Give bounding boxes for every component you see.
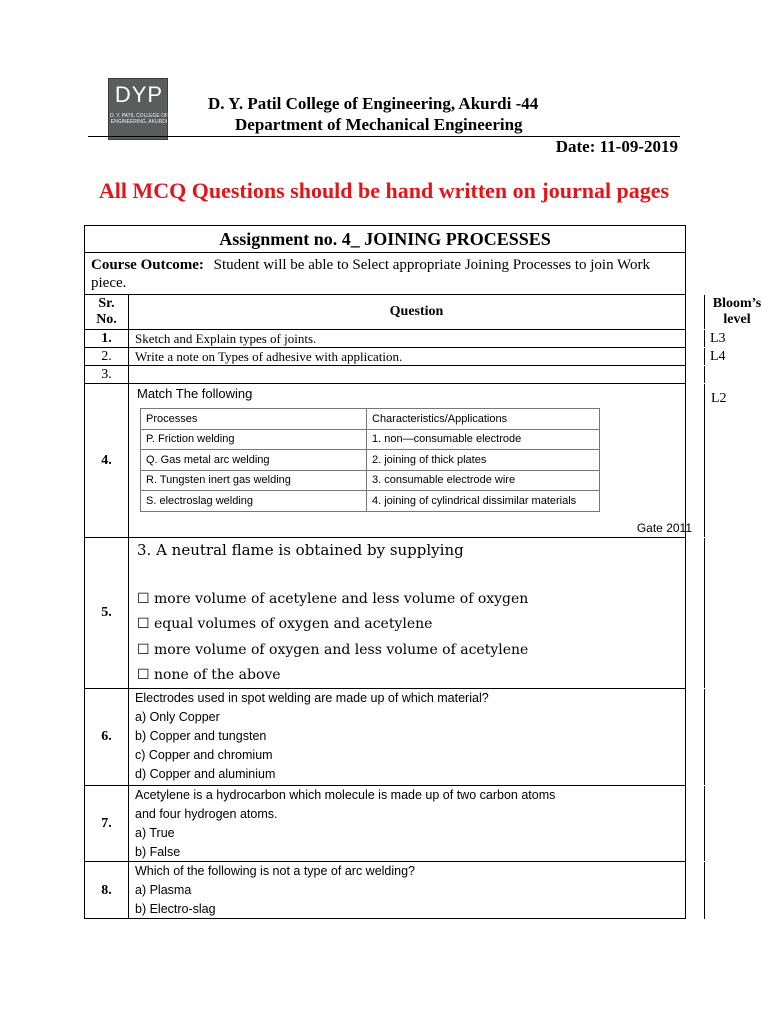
question-content (129, 689, 705, 785)
match-row-s (141, 491, 600, 512)
bloom-level: L4 (710, 349, 726, 364)
bloom-level-header-text: Bloom’s level (712, 296, 762, 327)
option-d: ☐ none of the above (137, 667, 281, 683)
match-characteristic: 3. consumable electrode wire (367, 470, 600, 491)
logo-mark: DYP (114, 82, 164, 107)
sr-no: 3. (85, 366, 129, 383)
option-d: d) Copper and aluminium (135, 767, 276, 781)
question-header-text: Question (389, 304, 444, 319)
option-b: b) Electro-slag (135, 902, 216, 916)
question-header (129, 295, 705, 329)
option-a: a) Only Copper (135, 710, 220, 724)
sr-no: 6. (85, 689, 129, 785)
match-row-r (141, 470, 600, 491)
sr-no: 1. (85, 330, 129, 347)
question-text: 3. A neutral flame is obtained by supplying (137, 541, 464, 559)
option-b: ☐ equal volumes of oxygen and acetylene (137, 616, 433, 632)
question-row-6 (85, 689, 685, 786)
match-process: P. Friction welding (141, 429, 367, 450)
notice-text: All MCQ Questions should be hand written on journal pages (98, 178, 670, 203)
column-header-row (85, 295, 762, 330)
assignment-date: Date: 11-09-2019 (555, 137, 678, 156)
sr-no: 5. (85, 538, 129, 688)
match-row-q (141, 450, 600, 471)
match-process: Q. Gas metal arc welding (141, 450, 367, 471)
question-row-3 (85, 366, 685, 384)
question-row-5 (85, 538, 685, 689)
question-text: Sketch and Explain types of joints. (129, 330, 705, 347)
option-b: b) Copper and tungsten (135, 729, 267, 743)
question-content (129, 786, 705, 861)
option-a: a) True (135, 826, 175, 840)
question-text: Which of the following is not a type of arc welding? (135, 864, 416, 878)
option-a: ☐ more volume of acetylene and less volume of oxygen (137, 591, 529, 607)
sr-no: 2. (85, 348, 129, 365)
question-text: Electrodes used in spot welding are made up of which material? (135, 691, 489, 705)
sr-no-header (85, 295, 129, 329)
question-text (129, 366, 705, 383)
question-content (129, 862, 705, 919)
question-row-1 (85, 330, 726, 348)
sr-no: 7. (85, 786, 129, 861)
sr-no: 8. (85, 862, 129, 919)
college-logo (108, 78, 168, 140)
option-a: a) Plasma (135, 883, 192, 897)
option-c: ☐ more volume of oxygen and less volume of acetylene (137, 642, 529, 658)
assignment-title-text: Assignment no. 4_ JOINING PROCESSES (219, 228, 551, 249)
question-text: Write a note on Types of adhesive with application. (129, 348, 705, 365)
match-title: Match The following (137, 386, 253, 401)
match-characteristic: 2. joining of thick plates (367, 450, 600, 471)
college-name: D. Y. Patil College of Engineering, Akurdi -44 (208, 94, 539, 113)
match-characteristic: 1. non—consumable electrode (367, 429, 600, 450)
sr-no: 4. (85, 384, 129, 537)
course-outcome-label: Course Outcome: (91, 257, 204, 273)
question-row-7 (85, 786, 685, 862)
bloom-level: L2 (711, 391, 727, 406)
question-row-2 (85, 348, 726, 366)
assignment-title (85, 226, 685, 253)
match-table (140, 408, 600, 512)
match-row-p (141, 429, 600, 450)
bloom-level: L3 (710, 331, 726, 346)
match-process: R. Tungsten inert gas welding (141, 470, 367, 491)
assignment-table (84, 225, 762, 919)
question-source: Gate 2011 (636, 521, 692, 535)
course-outcome-text: Student will be able to Select appropriate Joining Processes to join Work piece. (91, 257, 650, 291)
question-row-8 (85, 862, 685, 919)
option-b: b) False (135, 845, 181, 859)
question-text-line-1: Acetylene is a hydrocarbon which molecule is made up of two carbon atoms (135, 788, 556, 802)
bloom-level-header (705, 295, 768, 329)
question-text-line-2: and four hydrogen atoms. (135, 807, 278, 821)
course-outcome (85, 253, 685, 295)
department-name: Department of Mechanical Engineering (235, 115, 523, 134)
option-c: c) Copper and chromium (135, 748, 273, 762)
match-header-characteristics: Characteristics/Applications (367, 409, 600, 430)
logo-subtext: D. Y. PATIL COLLEGE OF ENGINEERING, AKURDI (109, 113, 169, 125)
question-content (129, 538, 705, 688)
match-characteristic: 4. joining of cylindrical dissimilar materials (367, 491, 600, 512)
match-process: S. electroslag welding (141, 491, 367, 512)
match-header-row (141, 409, 600, 430)
sr-no-header-text: Sr. No. (96, 296, 117, 327)
match-header-processes: Processes (141, 409, 367, 430)
